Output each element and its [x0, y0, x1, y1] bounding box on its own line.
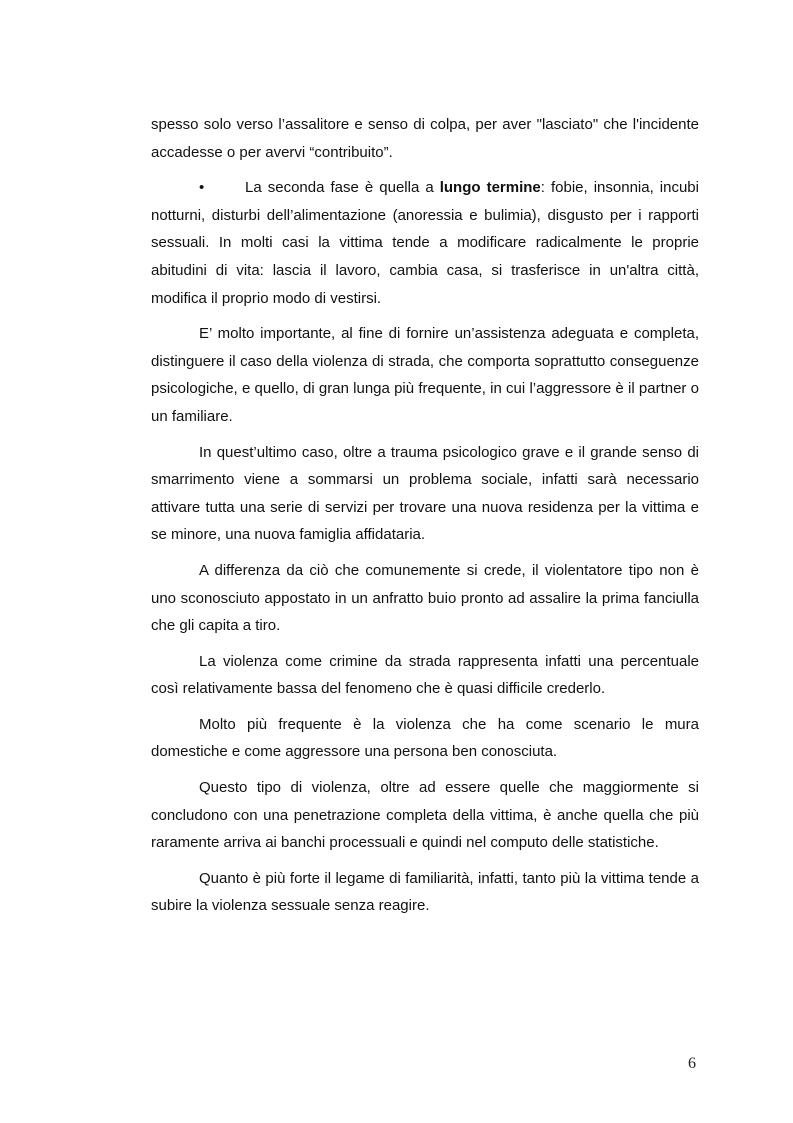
paragraph-8: Questo tipo di violenza, oltre ad essere quelle che maggiormente si concludono con una penetrazione completa della vittima, è anche quella che più raramente arriva ai banchi processuali e quindi nel computo delle statistiche. — [151, 779, 699, 852]
bullet-text-lead: La seconda fase è quella a — [245, 179, 440, 197]
bullet-text-emphasis: lungo termine — [439, 179, 541, 197]
paragraph-1: spesso solo verso l’assalitore e senso di colpa, per aver "lasciato" che l'incidente accadesse o per avervi “contribuito”. — [151, 116, 699, 161]
paragraph-3: E’ molto importante, al fine di fornire un’assistenza adeguata e completa, distinguere il caso della violenza di strada, che comporta soprattutto conseguenze psicologiche, e quello, di gran lunga più frequente, in cui l’aggressore è il partner o un familiare. — [151, 325, 699, 425]
paragraph-6: La violenza come crimine da strada rappresenta infatti una percentuale così relativamente bassa del fenomeno che è quasi difficile crederlo. — [151, 652, 699, 698]
paragraph-2-bullet-item — [151, 174, 699, 312]
bullet-text-rest: : fobie, insonnia, incubi notturni, disturbi dell’alimentazione (anoressia e bulimia), disgusto per i rapporti sessuali. In molti casi la vittima tende a modificare radicalmente le proprie abitudini di vita: lascia il lavoro, cambia casa, si trasferisce in un'altra città, modifica il proprio modo di vestirsi. — [151, 179, 699, 307]
paragraph-4: In quest’ultimo caso, oltre a trauma psicologico grave e il grande senso di smarrimento viene a sommarsi un problema sociale, infatti sarà necessario attivare tutta una serie di servizi per trovare una nuova residenza per la vittima e se minore, una nuova famiglia affidataria. — [151, 443, 699, 544]
paragraph-7: Molto più frequente è la violenza che ha come scenario le mura domestiche e come aggressore una persona ben conosciuta. — [151, 715, 699, 761]
paragraph-9: Quanto è più forte il legame di familiarità, infatti, tanto più la vittima tende a subire la violenza sessuale senza reagire. — [151, 869, 699, 915]
document-body — [151, 111, 699, 928]
paragraph-5: A differenza da ciò che comunemente si crede, il violentatore tipo non è uno sconosciuto appostato in un anfratto buio pronto ad assalire la prima fanciulla che gli capita a tiro. — [151, 561, 699, 635]
page-number: 6 — [688, 1055, 696, 1072]
bullet-icon: • — [199, 179, 205, 197]
